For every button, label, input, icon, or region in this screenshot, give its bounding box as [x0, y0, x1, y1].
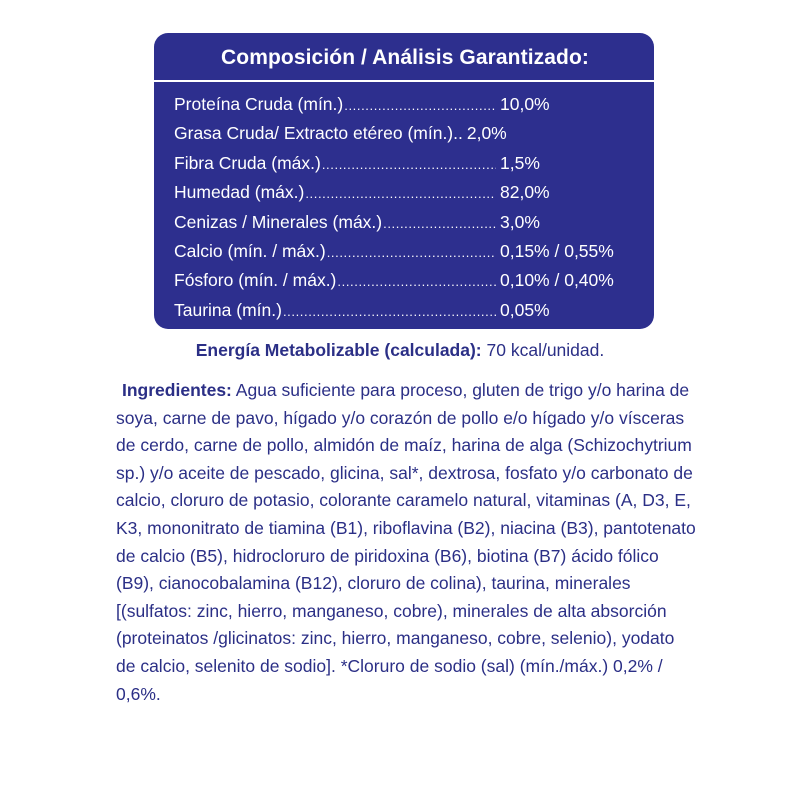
analysis-row-name: Grasa Cruda/ Extracto etéreo (mín.).. — [174, 123, 463, 144]
dot-leader — [383, 209, 496, 238]
analysis-row-name: Humedad (máx.) — [174, 182, 305, 203]
analysis-row-value: 3,0% — [500, 211, 540, 232]
panel-divider — [154, 80, 654, 82]
analysis-row — [174, 296, 636, 325]
analysis-row-value: 2,0% — [466, 123, 507, 144]
panel-title: Composición / Análisis Garantizado: — [221, 46, 589, 69]
ingredients-label: Ingredientes: — [122, 380, 232, 400]
analysis-row-value: 0,05% — [500, 299, 550, 320]
analysis-row — [174, 90, 636, 119]
energy-value: 70 kcal/unidad. — [486, 340, 605, 360]
analysis-row-value: 10,0% — [500, 94, 550, 114]
analysis-row-name: Fósforo (mín. / máx.) — [174, 270, 337, 291]
energy-label: Energía Metabolizable (calculada): — [195, 340, 482, 360]
dot-leader — [305, 179, 496, 208]
metabolizable-energy — [0, 337, 800, 363]
analysis-row-value: 0,10% / 0,40% — [500, 270, 614, 291]
analysis-row — [174, 237, 636, 266]
analysis-row-name: Fibra Cruda (máx.) — [174, 152, 321, 173]
analysis-row — [174, 178, 636, 207]
analysis-row-name: Proteína Cruda (mín.) — [174, 94, 344, 114]
analysis-row — [174, 149, 636, 178]
dot-leader — [327, 238, 496, 267]
ingredients-text: Agua suficiente para proceso, gluten de trigo y/o harina de soya, carne de pavo, hígado y/o corazón de pollo e/o hígado y/o vísceras de cerdo, carne de pollo, almidón de maíz, harina de alga (Schizochytrium sp.) y/o aceite de pescado, glicina, sal*, dextrosa, fosfato y/o carbonato de calcio, cloruro de potasio, colorante caramelo natural, vitaminas (A, D3, E, K3, mononitrato de tiamina (B1), riboflavina (B2), niacina (B3), pantotenato de calcio (B5), hidrocloruro de piridoxina (B6), biotina (B7) ácido fólico (B9), cianocobalamina (B12), cloruro de colina), taurina, minerales [(sulfatos: zinc, hierro, manganeso, cobre), minerales de alta absorción (proteinatos /glicinatos: zinc, hierro, manganeso, cobre, selenio), yodato de calcio, selenito de sodio]. *Cloruro de sodio (sal) (mín./máx.) 0,2% / 0,6%. — [116, 380, 696, 704]
dot-leader — [283, 297, 496, 326]
analysis-row-name: Taurina (mín.) — [174, 299, 282, 320]
analysis-row-name: Cenizas / Minerales (máx.) — [174, 211, 383, 232]
analysis-row-value: 82,0% — [500, 182, 550, 203]
analysis-row-name: Calcio (mín. / máx.) — [174, 240, 326, 261]
analysis-row-value: 0,15% / 0,55% — [500, 240, 614, 261]
guaranteed-analysis-panel — [154, 33, 654, 329]
analysis-row-value: 1,5% — [500, 152, 540, 173]
dot-leader — [344, 91, 496, 120]
analysis-row — [174, 208, 636, 237]
dot-leader — [322, 150, 496, 179]
analysis-row — [174, 266, 636, 295]
ingredients-paragraph — [116, 377, 696, 708]
analysis-list — [174, 90, 636, 325]
analysis-row — [174, 119, 636, 148]
dot-leader — [337, 267, 496, 296]
